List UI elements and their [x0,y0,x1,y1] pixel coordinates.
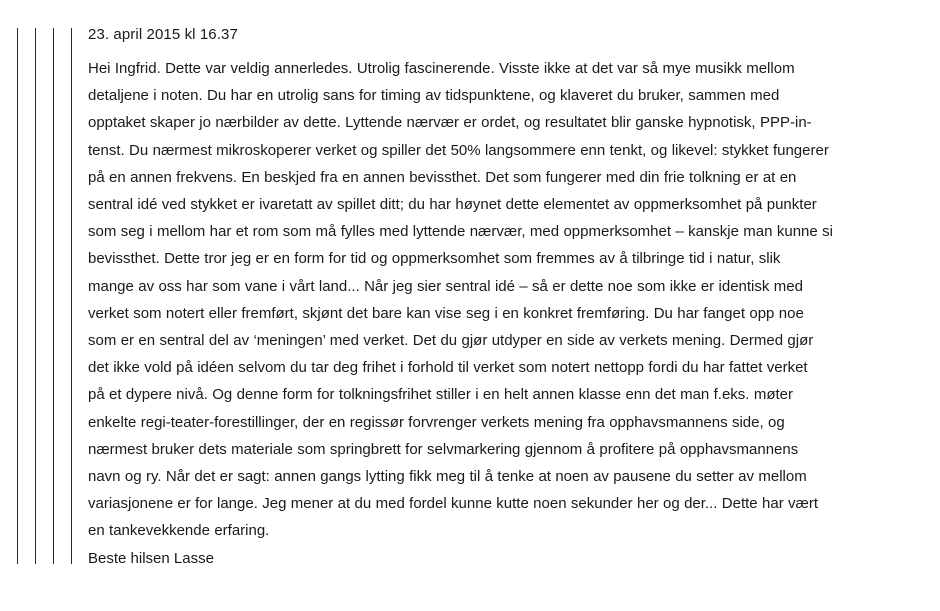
thread-line [71,28,72,564]
thread-line [17,28,18,564]
comment-signature: Beste hilsen Lasse [88,549,214,567]
thread-line [53,28,54,564]
comment-timestamp: 23. april 2015 kl 16.37 [88,26,238,43]
comment [88,24,908,572]
thread-line [35,28,36,564]
comment-body: Hei Ingfrid. Dette var veldig annerledes. Utrolig fascinerende. Visste ikke at det var så mye musikk mellom detaljene i noten. Du har en utrolig sans for timing av tidspunktene, og klaveret du bruker, sammen med opptaket skaper jo nærbilder av dette. Lyttende nærvær er ordet, og resultatet blir ganske hypnotisk, PPP-in- tenst. Du nærmest mikroskoperer verket og spiller det 50% langsommere enn tenkt, og likevel: stykket fungerer på en annen frekvens. En beskjed fra en annen bevissthet. Det som fungerer med din frie tolkning er at en sentral idé ved stykket er ivaretatt av spillet ditt; du har høynet dette elementet av oppmerksomhet på punkter som seg i mellom har et rom som må fylles med lyttende nærvær, med oppmerksomhet – kanskje man kunne si bevissthet. Dette tror jeg er en form for tid og oppmerksomhet som fremmes av å tilbringe tid i natur, slik mange av oss har som vane i vårt land... Når jeg sier sentral idé – så er dette noe som ikke er identisk med verket som notert eller fremført, skjønt det bare kan vise seg i en konkret fremføring. Du har fanget opp noe som er en sentral del av ‘meningen’ med verket. Det du gjør utdyper en side av verkets mening. Dermed gjør det ikke vold på idéen selvom du tar deg frihet i forhold til verket som notert nettopp fordi du har fattet verket på et dypere nivå. Og denne form for tolkningsfrihet stiller i en helt annen klasse enn det man f.eks. møter enkelte regi-teater-forestillinger, der en regissør forvrenger verkets mening fra opphavsmannens side, og nærmest bruker dets materiale som springbrett for selvmarkering gjennom å profitere på opphavsmannens navn og ry. Når det er sagt: annen gangs lytting fikk meg til å tenke at noen av pausene du setter av mellom variasjonene er for lange. Jeg mener at du med fordel kunne kutte noen sekunder her og der... Dette har vært en tankevekkende erfaring. [88,60,833,540]
thread-indent-lines [0,28,80,564]
